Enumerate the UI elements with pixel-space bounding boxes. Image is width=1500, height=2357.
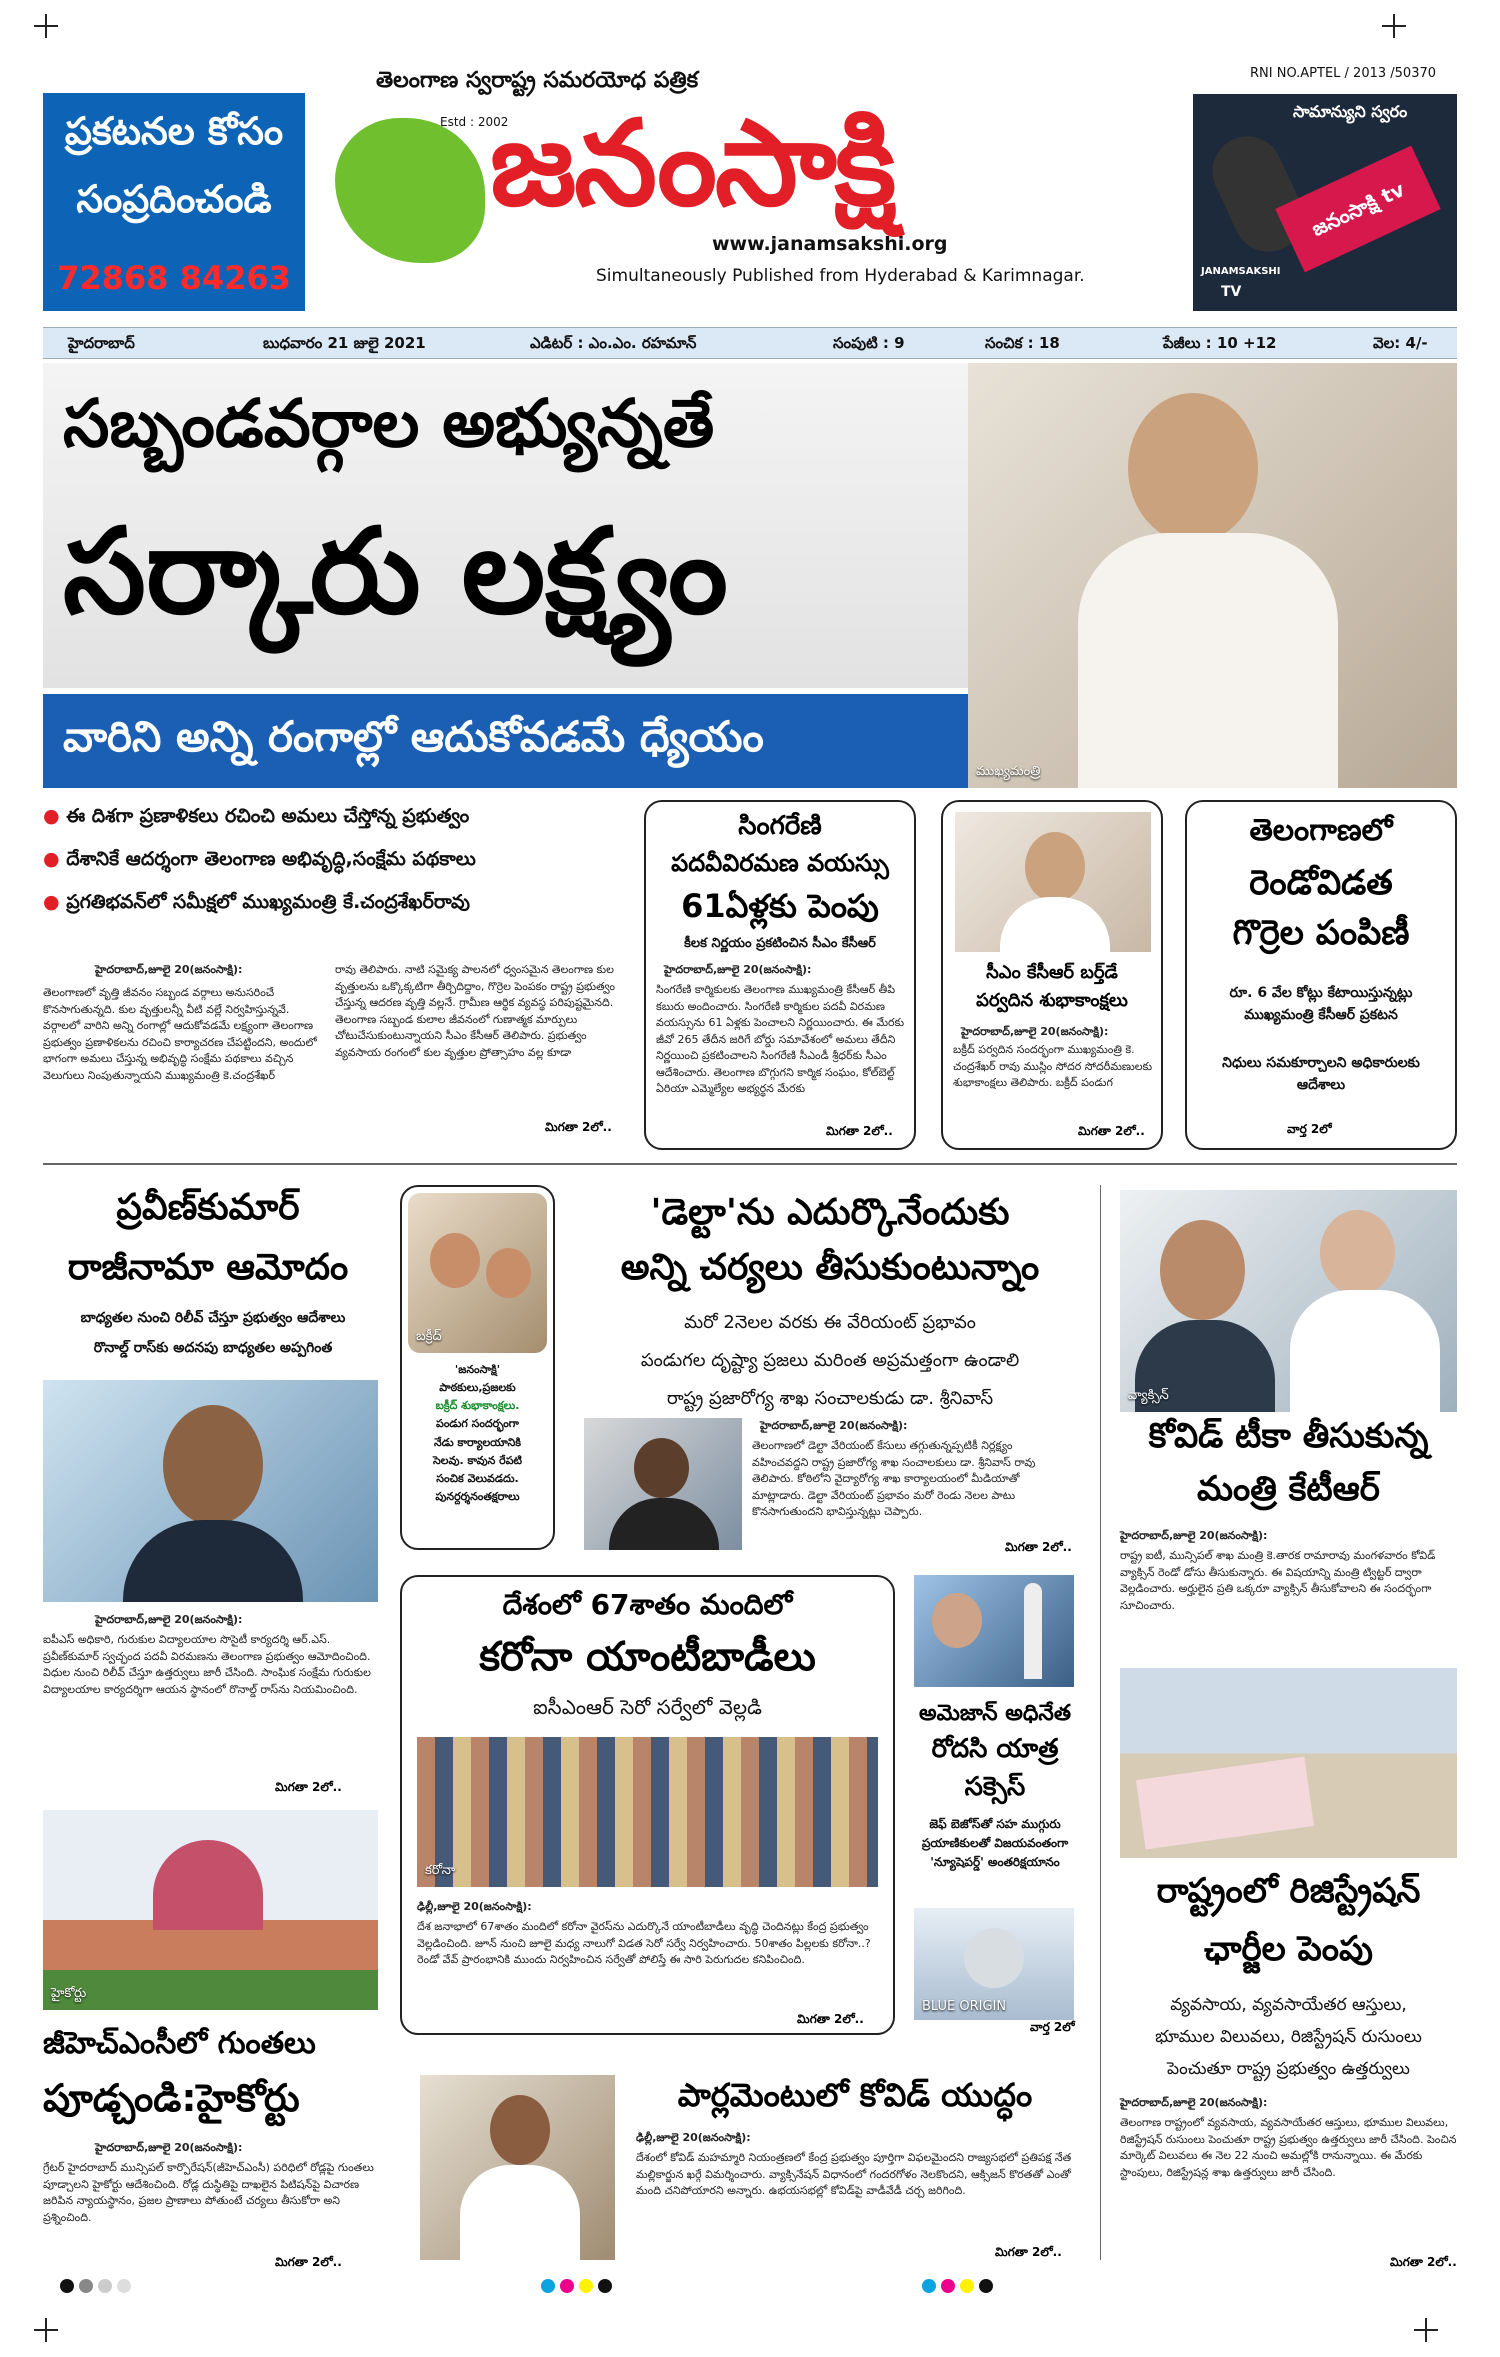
portrait-head bbox=[430, 1233, 480, 1288]
ghmc-more-link[interactable]: మిగతా 2లో.. bbox=[275, 2255, 342, 2269]
kcr-wishes-sub: పర్వదిన శుభాకాంక్షలు bbox=[976, 990, 1128, 1011]
color-swatch bbox=[541, 2279, 555, 2293]
column-divider bbox=[1100, 1185, 1101, 2260]
portrait-body bbox=[609, 1498, 719, 1550]
ad-left-line2: సంప్రదించండి bbox=[76, 177, 272, 221]
portrait-body bbox=[1290, 1290, 1440, 1412]
portrait-body bbox=[1078, 533, 1338, 788]
ad-left-box bbox=[43, 93, 305, 311]
antibodies-title-l3: ఐసీఎంఆర్ సెరో సర్వేలో వెల్లడి bbox=[533, 1695, 762, 1719]
portrait-head bbox=[1320, 1210, 1395, 1295]
portrait-head bbox=[1160, 1220, 1245, 1320]
singareni-dateline: హైదరాబాద్,జూలై 20(జనంసాక్షి): bbox=[664, 963, 812, 976]
bakrid-line-1: 'జనంసాక్షి' bbox=[454, 1363, 501, 1376]
delta-photo bbox=[584, 1418, 742, 1550]
portrait-body bbox=[123, 1520, 303, 1602]
bezos-title-l2: రోదసి యాత్ర bbox=[931, 1734, 1059, 1764]
ad-right-brand: జనంసాక్షి tv bbox=[1275, 146, 1441, 273]
lead-headline-line2: సర్కారు లక్ష్యం bbox=[63, 502, 728, 640]
bullet-dot-icon: ● bbox=[43, 848, 67, 870]
masthead-website[interactable]: www.janamsakshi.org bbox=[712, 233, 948, 255]
singareni-title-l2: పదవీవిరమణ వయస్సు bbox=[671, 849, 889, 877]
praveen-title-l2: రాజీనామా ఆమోదం bbox=[67, 1247, 349, 1288]
antibodies-title-l1: దేశంలో 67శాతం మందిలో bbox=[502, 1588, 793, 1621]
bakrid-line-7: సంచిక వెలువడదు. bbox=[436, 1471, 519, 1485]
kcr-wishes-title: సీఎం కేసీఆర్ బర్త్‌డే bbox=[986, 962, 1118, 983]
info-date: బుధవారం 21 జులై 2021 bbox=[263, 334, 426, 352]
ktr-body: రాష్ట్ర ఐటీ, మున్సిపల్ శాఖ మంత్రి కె.తారక రామారావు మంగళవారం కోవిడ్ వ్యాక్సిన్ రెండో డోసు తీసుకున్నారు. ఈ విషయాన్ని మంత్రి ట్విట్టర్ ద్వారా వెల్లడించారు. అర్హులైన ప్రతి ఒక్కరూ వ్యాక్సిన్ తీసుకోవాలని ఈ సందర్భంగా సూచించారు. bbox=[1120, 1549, 1436, 1612]
ktr-photo bbox=[1120, 1190, 1457, 1412]
delta-dateline: హైదరాబాద్,జూలై 20(జనంసాక్షి): bbox=[760, 1419, 908, 1432]
info-issue: సంచిక : 18 bbox=[985, 334, 1060, 352]
parliament-body: దేశంలో కోవిడ్ మహమ్మారి నియంత్రణలో కేంద్ర ప్రభుత్వం పూర్తిగా విఫలమైందని రాజ్యసభలో ప్రతిపక్ష నేత మల్లికార్జున ఖర్గే విమర్శించారు. వ్యాక్సినేషన్ విధానంలో గందరగోళం నెలకొందని, ఆక్సిజన్ కొరతతో ఎంతో మంది చనిపోయారని అన్నారు. ఉభయసభల్లో కోవిడ్‌పై వాడీవేడీ చర్చ జరిగింది. bbox=[636, 2151, 1072, 2197]
ad-right-small: JANAMSAKSHI bbox=[1201, 266, 1281, 277]
masthead-tagline: తెలంగాణ స్వరాష్ట్ర సమరయోధ పత్రిక bbox=[376, 68, 699, 93]
lead-subheadline-bar bbox=[43, 694, 968, 788]
sheep-sub1: రూ. 6 వేల కోట్లు కేటాయిస్తున్నట్లు ముఖ్యమంత్రి కేసీఆర్ ప్రకటన bbox=[1229, 985, 1413, 1024]
kcr-wishes-dateline: హైదరాబాద్,జూలై 20(జనంసాక్షి): bbox=[961, 1025, 1109, 1038]
capsule-photo-label: BLUE ORIGIN bbox=[922, 1999, 1007, 2014]
masthead-published: Simultaneously Published from Hyderabad & Karimnagar. bbox=[596, 266, 1085, 286]
ghmc-body: గ్రేటర్ హైదరాబాద్ మున్సిపల్ కార్పొరేషన్(జీహెచ్‌ఎంసీ) పరిధిలో రోడ్లపై గుంతలు పూడ్చాలని హైకోర్టు ఆదేశించింది. రోడ్ల దుస్థితిపై దాఖలైన పిటిషన్‌పై విచారణ జరిపిన న్యాయస్థానం, ప్రజల ప్రాణాలు పోతుంటే చర్యలు తీసుకోరా అని ప్రశ్నించింది. bbox=[43, 2161, 374, 2224]
lead-subheadline: వారిని అన్ని రంగాల్లో ఆదుకోవడమే ధ్యేయం bbox=[63, 712, 764, 761]
ghmc-title-l1: జీహెచ్‌ఎంసీలో గుంతలు bbox=[43, 2026, 316, 2061]
ghmc-dateline: హైదరాబాద్,జూలై 20(జనంసాక్షి): bbox=[95, 2141, 243, 2154]
lead-body-col1: తెలంగాణలో వృత్తి జీవనం సబ్బండ వర్గాలు అనుసరించే కొనసాగుతున్నది. కుల వృత్తులన్నీ వీటి వల్లే నిర్వహిస్తున్నవే. వర్గాలలో వారిని అన్ని రంగాల్లో ఆదుకోవడమే లక్ష్యంగా తెలంగాణ ప్రభుత్వం ప్రణాళికలను రచించి కార్యాచరణ చేపట్టిందని, అందులో భాగంగా అమలు చేస్తున్న అభివృద్ధి సంక్షేమ పథకాలు వచ్చిన వెలుగులు నింపుతున్నాయని ముఖ్యమంత్రి కె.చంద్రశేఖర్ bbox=[43, 986, 317, 1082]
bakrid-notice bbox=[402, 1361, 553, 1506]
delta-more-link[interactable]: మిగతా 2లో.. bbox=[1005, 1540, 1072, 1554]
ktr-title-l2: మంత్రి కేటీఆర్ bbox=[1197, 1469, 1380, 1509]
singareni-title-l3: 61ఏళ్లకు పెంపు bbox=[681, 887, 879, 925]
antibodies-body: దేశ జనాభాలో 67శాతం మందిలో కరోనా వైరస్‌ను ఎదుర్కొనే యాంటీబాడీలు వృద్ధి చెందినట్లు కేంద్ర ప్రభుత్వం వెల్లడించింది. జూన్ నుంచి జూలై మధ్య నాలుగో విడత సెరో సర్వే నిర్వహించారు. 50శాతం పిల్లలకు కరోనా..? రెండో వేవ్ ప్రారంభానికి ముందు నిర్వహించిన సర్వేతో పోలిస్తే ఈ సారి పెరుగుదల కనిపించింది. bbox=[417, 1920, 871, 1966]
bakrid-photo-label: బక్రీద్ bbox=[416, 1329, 442, 1344]
bakrid-line-4: పండుగ సందర్భంగా bbox=[436, 1417, 519, 1431]
bezos-sub: జెఫ్ బెజోస్‌తో సహ ముగ్గురు ప్రయాణికులతో విజయవంతంగా 'న్యూషెపర్డ్' అంతరిక్షయానం bbox=[921, 1817, 1069, 1870]
crop-mark-top-right bbox=[1382, 14, 1406, 38]
bakrid-box bbox=[400, 1185, 555, 1550]
sheep-sub2: నిధులు సమకూర్చాలని అధికారులకు ఆదేశాలు bbox=[1222, 1055, 1420, 1094]
lead-bullet-1: ● ఈ దిశగా ప్రణాళికలు రచించి అమలు చేస్తోన్న ప్రభుత్వం bbox=[43, 805, 470, 827]
parliament-photo bbox=[420, 2075, 615, 2260]
antibodies-photo bbox=[417, 1737, 878, 1887]
color-swatch bbox=[60, 2279, 74, 2293]
kcr-wishes-more-link[interactable]: మిగతా 2లో.. bbox=[1078, 1124, 1145, 1138]
bezos-more-link[interactable]: వార్త 2లో bbox=[1030, 2020, 1075, 2034]
antibodies-title-l2: కరోనా యాంటీబాడీలు bbox=[479, 1634, 816, 1680]
bezos-title-l3: సక్సెస్ bbox=[964, 1772, 1026, 1802]
praveen-dateline: హైదరాబాద్,జూలై 20(జనంసాక్షి): bbox=[95, 1613, 243, 1626]
section-divider bbox=[43, 1163, 1457, 1165]
ad-left-phone: 72868 84263 bbox=[57, 259, 291, 297]
crop-mark-top-left bbox=[34, 14, 58, 38]
antibodies-box bbox=[400, 1575, 895, 2035]
parliament-more-link[interactable]: మిగతా 2లో.. bbox=[995, 2245, 1062, 2259]
registration-title-l2: ఛార్జీల పెంపు bbox=[1204, 1929, 1373, 1969]
ghmc-photo bbox=[43, 1810, 378, 2010]
delta-sub1: మరో 2నెలల వరకు ఈ వేరియంట్ ప్రభావం bbox=[684, 1312, 976, 1333]
sheep-more-link[interactable]: వార్త 2లో bbox=[1287, 1122, 1332, 1136]
registration-sub2: భూముల విలువలు, రిజిస్ట్రేషన్ రుసుంలు bbox=[1155, 2027, 1422, 2047]
crop-mark-bottom-right bbox=[1414, 2318, 1438, 2342]
print-color-bar bbox=[60, 2278, 1440, 2292]
masthead-logo: జనంసాక్షి bbox=[490, 94, 895, 232]
rocket-icon bbox=[1024, 1583, 1042, 1679]
capsule-photo bbox=[914, 1908, 1074, 2020]
delta-title-l2: అన్ని చర్యలు తీసుకుంటున్నాం bbox=[620, 1247, 1040, 1288]
bullet-dot-icon: ● bbox=[43, 891, 67, 913]
ktr-photo-label: వ్యాక్సిన్ bbox=[1128, 1388, 1169, 1403]
color-swatch bbox=[979, 2279, 993, 2293]
color-swatch bbox=[117, 2279, 131, 2293]
bezos-photo bbox=[914, 1575, 1074, 1687]
portrait-head bbox=[490, 2095, 550, 2165]
info-volume: సంపుటి : 9 bbox=[833, 334, 905, 352]
parliament-title: పార్లమెంటులో కోవిడ్ యుద్ధం bbox=[677, 2076, 1033, 2114]
bakrid-line-2: పాఠకులు,ప్రజలకు bbox=[439, 1381, 516, 1395]
registration-photo bbox=[1120, 1668, 1457, 1858]
color-swatch bbox=[98, 2279, 112, 2293]
sheep-box bbox=[1185, 800, 1457, 1150]
praveen-photo bbox=[43, 1380, 378, 1602]
color-swatch bbox=[941, 2279, 955, 2293]
lead-headline-line1: సబ్బండవర్గాల అభ్యున్నతే bbox=[63, 385, 715, 462]
kcr-wishes-body: బక్రీద్ పర్వదిన సందర్భంగా ముఖ్యమంత్రి కె. చంద్రశేఖర్ రావు ముస్లిం సోదర సోదరీమణులకు శుభాకాంక్షలు తెలిపారు. బక్రీద్ పండుగ bbox=[953, 1043, 1153, 1089]
sheep-title-l2: రెండోవిడత bbox=[1249, 863, 1393, 903]
sheep-title-l3: గొర్రెల పంపిణీ bbox=[1232, 913, 1410, 953]
capsule-icon bbox=[964, 1928, 1024, 1988]
ktr-title-l1: కోవిడ్ టీకా తీసుకున్న bbox=[1148, 1416, 1429, 1456]
registration-dateline: హైదరాబాద్,జూలై 20(జనంసాక్షి): bbox=[1120, 2096, 1268, 2109]
portrait-head bbox=[163, 1405, 263, 1525]
info-bar bbox=[43, 327, 1457, 359]
color-swatch bbox=[960, 2279, 974, 2293]
praveen-title-l1: ప్రవీణ్‌కుమార్ bbox=[116, 1187, 300, 1228]
sheep-title-l1: తెలంగాణలో bbox=[1249, 813, 1393, 848]
praveen-sub1: బాధ్యతల నుంచి రిలీవ్ చేస్తూ ప్రభుత్వం ఆదేశాలు bbox=[80, 1310, 346, 1326]
color-swatch bbox=[922, 2279, 936, 2293]
info-pages: పేజీలు : 10 +12 bbox=[1163, 334, 1277, 352]
praveen-sub2: రొనాల్డ్ రాస్‌కు అదనపు బాధ్యతల అప్పగింత bbox=[93, 1340, 333, 1356]
color-swatch bbox=[560, 2279, 574, 2293]
ad-right-caption: సామాన్యుని స్వరం bbox=[1293, 102, 1408, 121]
info-price: వెల: 4/- bbox=[1373, 334, 1428, 352]
lead-more-link[interactable]: మిగతా 2లో.. bbox=[545, 1120, 612, 1134]
color-swatch bbox=[79, 2279, 93, 2293]
singareni-body: సింగరేణి కార్మికులకు తెలంగాణ ముఖ్యమంత్రి కేసీఆర్ తీపి కబురు అందించారు. సింగరేణి కార్మికుల పదవీ విరమణ వయస్సును 61 ఏళ్లకు పెంచాలని నిర్ణయించారు. ఈ మేరకు జీవో 265 తేదీన జరిగే బోర్డు సమావేశంలో అమలు తేదీని నిర్ణయించి ప్రకటించాలని సింగరేణి సీఎండీ శ్రీధర్‌కు సీఎం ఆదేశించారు. తెలంగాణ బొగ్గుగని కార్మిక సంఘం, కోల్‌బెల్ట్ ఏరియా ఎమ్మెల్యేల అభ్యర్థన మేరకు bbox=[656, 983, 905, 1095]
registration-sub3: పెంచుతూ రాష్ట్ర ప్రభుత్వం ఉత్తర్వులు bbox=[1167, 2059, 1410, 2079]
praveen-body: ఐపీఎస్ అధికారి, గురుకుల విద్యాలయాల సొసైటీ కార్యదర్శి ఆర్.ఎస్. ప్రవీణ్‌కుమార్ స్వచ్ఛంద పదవీ విరమణను తెలంగాణ ప్రభుత్వం ఆమోదించింది. విధుల నుంచి రిలీవ్ చేస్తూ ఉత్తర్వులు జారీ చేసింది. సాంఘిక సంక్షేమ గురుకుల విద్యాలయాల కార్యదర్శిగా ఆయన స్థానంలో రొనాల్డ్ రాస్‌ను నియమించింది. bbox=[43, 1633, 371, 1696]
antibodies-photo-label: కరోనా bbox=[425, 1863, 456, 1878]
portrait-head bbox=[486, 1248, 531, 1298]
ad-right-tv: TV bbox=[1221, 284, 1242, 300]
bakrid-line-3: బక్రీద్ శుభాకాంక్షలు. bbox=[435, 1399, 520, 1413]
lead-bullet-2: ● దేశానికే ఆదర్శంగా తెలంగాణ అభివృద్ధి,సంక్షేమ పథకాలు bbox=[43, 848, 476, 870]
bakrid-line-8: పునర్దర్శనంతక్షరాలు bbox=[435, 1489, 520, 1503]
ad-left-line1: ప్రకటనల కోసం bbox=[64, 109, 284, 153]
portrait-body bbox=[460, 2165, 580, 2260]
lead-bullets bbox=[43, 805, 623, 918]
delta-sub3: రాష్ట్ర ప్రజారోగ్య శాఖ సంచాలకుడు డా. శ్రీనివాస్ bbox=[666, 1388, 994, 1409]
delta-body: తెలంగాణలో డెల్టా వేరియంట్ కేసులు తగ్గుతున్నప్పటికీ నిర్లక్ష్యం వహించవద్దని రాష్ట్ర ప్రజారోగ్య శాఖ సంచాలకులు డా. శ్రీనివాస్ రావు తెలిపారు. కోఠిలోని వైద్యారోగ్య శాఖ కార్యాలయంలో మీడియాతో మాట్లాడారు. డెల్టా వేరియంట్ ప్రభావం మరో రెండు నెలల పాటు కొనసాగుతుందని భావిస్తున్నట్లు చెప్పారు. bbox=[752, 1439, 1036, 1518]
lead-body-col2: రావు తెలిపారు. నాటి సమైక్య పాలనలో ధ్వంసమైన తెలంగాణ కుల వృత్తులను ఒక్కొక్కటిగా తీర్చిదిద్దాం, గొర్రెల పెంపకం రాష్ట్ర ప్రభుత్వం చేస్తున్న ఆదరణ వృత్తి వల్లనే. గ్రామీణ ఆర్థిక వ్యవస్థ పరిపుష్టమైనది. తెలంగాణ సబ్బండ కులాల జీవనంలో గుణాత్మక మార్పులు చోటుచేసుకుంటున్నాయని సీఎం కేసీఆర్ తెలిపారు. ప్రభుత్వం వ్యవసాయ రంగంలో కుల వృత్తుల ప్రోత్సాహం వల్ల కూడా bbox=[335, 963, 615, 1059]
parliament-dateline: ఢిల్లీ,జూలై 20(జనంసాక్షి): bbox=[636, 2131, 751, 2144]
portrait-head bbox=[634, 1438, 689, 1498]
ghmc-title-l2: పూడ్చండి:హైకోర్టు bbox=[43, 2076, 300, 2120]
ghmc-photo-label: హైకోర్టు bbox=[51, 1986, 87, 2001]
portrait-head bbox=[1128, 393, 1258, 543]
dome-icon bbox=[153, 1840, 263, 1930]
delta-title-l1: 'డెల్టా'ను ఎదుర్కొనేందుకు bbox=[650, 1192, 1010, 1233]
singareni-more-link[interactable]: మిగతా 2లో.. bbox=[826, 1124, 893, 1138]
portrait-body bbox=[1000, 897, 1110, 952]
ad-right-box bbox=[1193, 94, 1457, 311]
singareni-sub: కీలక నిర్ణయం ప్రకటించిన సీఎం కేసీఆర్ bbox=[684, 936, 876, 951]
portrait-head bbox=[1025, 832, 1085, 902]
portrait-head bbox=[932, 1593, 982, 1648]
bullet-dot-icon: ● bbox=[43, 805, 67, 827]
antibodies-dateline: ఢిల్లీ,జూలై 20(జనంసాక్షి): bbox=[417, 1900, 532, 1913]
crop-mark-bottom-left bbox=[34, 2318, 58, 2342]
registration-body: తెలంగాణ రాష్ట్రంలో వ్యవసాయ, వ్యవసాయేతర ఆస్తులు, భూముల విలువలు, రిజిస్ట్రేషన్ రుసుంలు పెంచుతూ రాష్ట్ర ప్రభుత్వం ఉత్తర్వులు జారీ చేసింది. పెంచిన మార్కెట్ విలువలు ఈ నెల 22 నుంచి అమల్లోకి రానున్నాయి. ఈ మేరకు స్టాంపులు, రిజిస్ట్రేషన్ల శాఖ ఉత్తర్వులు జారీ చేసింది. bbox=[1120, 2116, 1457, 2179]
lead-dateline: హైదరాబాద్,జూలై 20(జనంసాక్షి): bbox=[95, 963, 243, 976]
info-editor: ఎడిటర్ : ఎం.ఎం. రహమాన్ bbox=[530, 334, 697, 352]
color-swatch bbox=[579, 2279, 593, 2293]
lead-bullet-3: ● ప్రగతిభవన్‌లో సమీక్షలో ముఖ్యమంత్రి కే.చంద్రశేఖర్‌రావు bbox=[43, 891, 471, 913]
singareni-box bbox=[644, 800, 916, 1150]
color-swatch bbox=[598, 2279, 612, 2293]
rni-number: RNI NO.APTEL / 2013 /50370 bbox=[1250, 66, 1437, 81]
document-icon bbox=[1136, 1757, 1314, 1850]
delta-sub2: పండుగల దృష్ట్యా ప్రజలు మరింత అప్రమత్తంగా ఉండాలి bbox=[640, 1350, 1020, 1371]
registration-title-l1: రాష్ట్రంలో రిజిస్ట్రేషన్ bbox=[1156, 1871, 1421, 1911]
bakrid-line-6: సెలవు. కావున రేపటి bbox=[432, 1453, 523, 1467]
bakrid-line-5: నేడు కార్యాలయానికి bbox=[434, 1435, 521, 1449]
kcr-wishes-photo bbox=[955, 812, 1151, 952]
kcr-wishes-box bbox=[941, 800, 1163, 1150]
bakrid-photo bbox=[408, 1193, 547, 1353]
registration-more-link[interactable]: మిగతా 2లో.. bbox=[1390, 2255, 1457, 2269]
lead-photo-label: ముఖ్యమంత్రి bbox=[976, 764, 1041, 779]
telangana-map-icon bbox=[335, 118, 485, 263]
lead-headline-box bbox=[43, 363, 968, 688]
lead-photo-kcr bbox=[968, 363, 1457, 788]
estd-label: Estd : 2002 bbox=[440, 115, 509, 129]
ktr-dateline: హైదరాబాద్,జూలై 20(జనంసాక్షి): bbox=[1120, 1529, 1268, 1542]
bezos-title-l1: అమెజాన్ అధినేత bbox=[919, 1701, 1071, 1726]
registration-sub1: వ్యవసాయ, వ్యవసాయేతర ఆస్తులు, bbox=[1170, 1995, 1407, 2015]
antibodies-more-link[interactable]: మిగతా 2లో.. bbox=[797, 2012, 864, 2026]
praveen-more-link[interactable]: మిగతా 2లో.. bbox=[275, 1780, 342, 1794]
singareni-title-l1: సింగరేణి bbox=[738, 811, 822, 841]
info-city: హైదరాబాద్ bbox=[68, 334, 135, 352]
